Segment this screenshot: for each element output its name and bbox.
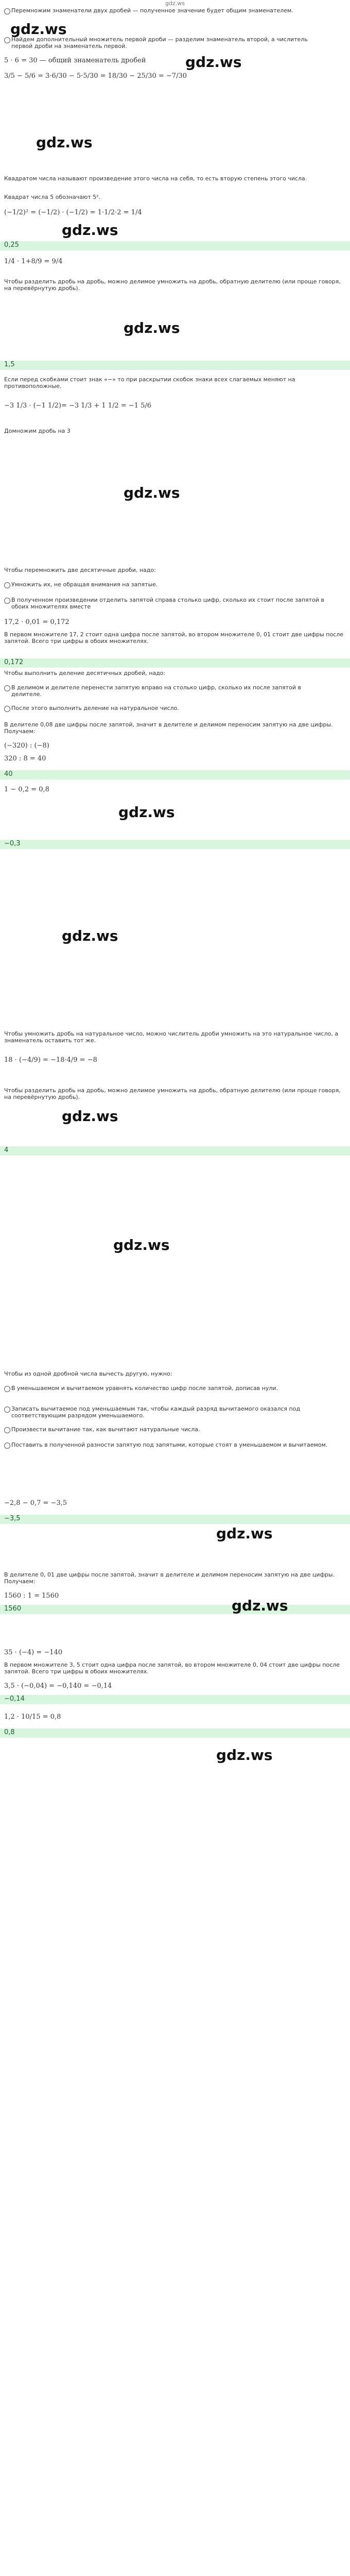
formula: (−1/2)² = (−1/2) · (−1/2) = 1·1/2·2 = 1/4	[4, 209, 142, 216]
paragraph: В первом множителе 17, 2 стоит одна цифра после запятой, во втором множителе 0, 01 стоит две цифры после запятой. Всего три цифры в обоих множителях.	[4, 631, 344, 645]
watermark: gdz.ws	[124, 319, 180, 336]
formula: −3 1/3 · (−1 1/2)= −3 1/3 + 1 1/2 = −1 5/6	[4, 402, 152, 410]
answer: −0,14	[0, 1695, 350, 1704]
step-text: Поставить в полученной разности запятую под запятыми, которые стоят в уменьшаемом и вычитаемом.	[11, 1442, 328, 1448]
formula: (−320) : (−8)	[4, 742, 49, 750]
paragraph: Чтобы умножить дробь на натуральное число, можно числитель дроби умножить на это натуральное число, а знаменатель оставить тот же.	[4, 1030, 338, 1044]
step-text: Перемножим знаменатели двух дробей — полученное значение будет общим знаменателем.	[11, 7, 293, 14]
paragraph: Квадрат числа 5 обозначают 5².	[4, 194, 101, 200]
formula: −2,8 − 0,7 = −3,5	[4, 1499, 67, 1507]
step-text: В делимом и делителе перенести запятую вправо на столько цифр, сколько их после запятой в делителе.	[11, 684, 301, 698]
paragraph: Домножим дробь на 3	[4, 428, 71, 434]
bullet-icon	[4, 1406, 10, 1413]
paragraph: Квадратом числа называют произведение этого числа на себя, то есть вторую степень этого числа.	[4, 175, 307, 182]
watermark: gdz.ws	[216, 1525, 273, 1542]
paragraph: В делителе 0, 01 две цифры после запятой, значит в делителе и делимом переносим запятую на две цифры. Получаем:	[4, 1571, 335, 1585]
watermark: gdz.ws	[185, 54, 242, 71]
watermark: gdz.ws	[62, 222, 118, 239]
bullet-icon	[4, 598, 10, 604]
step-text: Найдем дополнительный множитель первой дроби — разделим знаменатель второй, а числитель первой дроби на знаменатель первой.	[11, 36, 308, 49]
watermark: gdz.ws	[36, 134, 93, 151]
site-header[interactable]: gdz.ws	[165, 0, 185, 7]
answer: −0,3	[0, 840, 350, 849]
watermark: gdz.ws	[10, 21, 67, 38]
formula: 1560 : 1 = 1560	[4, 1592, 59, 1600]
formula: 17,2 · 0,01 = 0,172	[4, 618, 69, 626]
watermark: gdz.ws	[124, 484, 180, 501]
answer: 0,25	[0, 241, 350, 250]
bullet-icon	[4, 706, 10, 712]
step-text: В уменьшаемом и вычитаемом уравнять количество цифр после запятой, дописав нули.	[11, 1385, 278, 1392]
step-text: Произвести вычитание так, как вычитают натуральные числа.	[11, 1426, 200, 1433]
formula: 320 : 8 = 40	[4, 755, 46, 762]
bullet-icon	[4, 1427, 10, 1433]
answer: 40	[0, 770, 350, 779]
paragraph: В делителе 0,08 две цифры после запятой, значит в делителе и делимом переносим запятую на две цифры. Получаем:	[4, 721, 333, 735]
paragraph: Чтобы разделить дробь на дробь, можно делимое умножить на дробь, обратную делителю (или проще говоря, на перевёрнутую дробь).	[4, 278, 341, 292]
bullet-icon	[4, 8, 10, 14]
watermark: gdz.ws	[232, 1597, 288, 1614]
watermark: gdz.ws	[62, 1108, 118, 1125]
paragraph: Чтобы из одной дробной числа вычесть другую, нужно:	[4, 1370, 172, 1377]
answer: 1560	[0, 1605, 350, 1614]
paragraph: Чтобы разделить дробь на дробь, можно делимое умножить на дробь, обратную делителю (или проще говоря, на перевёрнутую дробь).	[4, 1087, 341, 1100]
formula: 3,5 · (−0,04) = −0,140 = −0,14	[4, 1682, 112, 1690]
paragraph: Если перед скобками стоит знак «−» то при раскрытии скобок знаки всех слагаемых меняют на противоположные.	[4, 376, 295, 389]
bullet-icon	[4, 1443, 10, 1449]
paragraph: В первом множителе 3, 5 стоит одна цифра после запятой, во втором множителе 0, 04 стоит две цифры после запятой. Всего три цифры в обоих множителях.	[4, 1662, 340, 1675]
step-text: В полученном произведении отделить запятой справа столько цифр, сколько их стоит после запятой в обоих множителях вместе	[11, 597, 324, 610]
answer: −3,5	[0, 1515, 350, 1524]
bullet-icon	[4, 37, 10, 43]
formula: 1 − 0,2 = 0,8	[4, 786, 49, 793]
watermark: gdz.ws	[216, 1747, 273, 1764]
formula: 1,2 · 10/15 = 0,8	[4, 1713, 61, 1721]
bullet-icon	[4, 685, 10, 691]
bullet-icon	[4, 582, 10, 588]
answer: 4	[0, 1146, 350, 1156]
bullet-icon	[4, 1386, 10, 1392]
watermark: gdz.ws	[62, 927, 118, 944]
watermark: gdz.ws	[118, 804, 175, 821]
watermark: gdz.ws	[113, 1236, 170, 1253]
paragraph: Чтобы выполнить деление десятичных дробей, надо:	[4, 670, 166, 676]
formula: 35 · (−4) = −140	[4, 1649, 63, 1656]
answer: 0,172	[0, 658, 350, 668]
paragraph: Чтобы перемножить две десятичные дроби, надо:	[4, 567, 156, 573]
formula: 18 · (−4/9) = −18·4/9 = −8	[4, 1056, 97, 1064]
formula: 3/5 − 5/6 = 3·6/30 − 5·5/30 = 18/30 − 25/30 = −7/30	[4, 72, 187, 80]
step-text: Записать вычитаемое под уменьшаемым так, чтобы каждый разряд вычитаемого оказался под соответствующим разрядом уменьшаемого.	[11, 1405, 301, 1419]
formula: 5 · 6 = 30 — общий знаменатель дробей	[4, 57, 146, 64]
step-text: Умножить их, не обращая внимания на запятые.	[11, 581, 158, 588]
formula: 1/4 · 1+8/9 = 9/4	[4, 258, 63, 265]
answer: 0,8	[0, 1728, 350, 1738]
step-text: После этого выполнить деление на натуральное число.	[11, 705, 179, 711]
answer: 1,5	[0, 361, 350, 370]
